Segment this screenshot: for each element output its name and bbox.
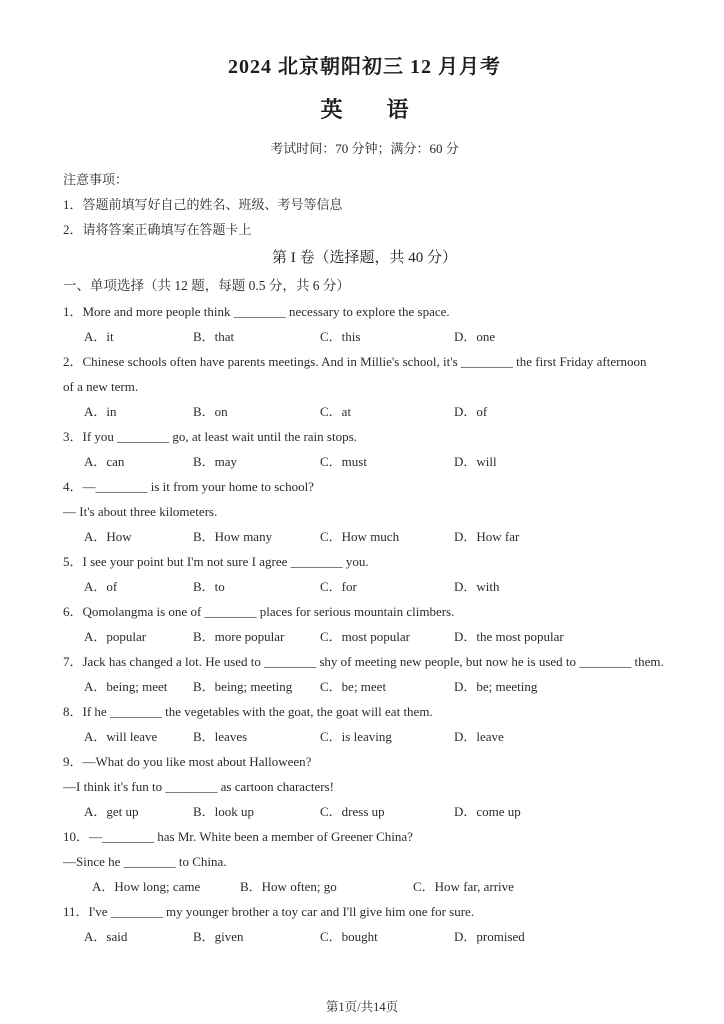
question-6-option-B: B．more popular xyxy=(193,629,285,644)
question-9-text-line: —I think it's fun to ________ as cartoon characters! xyxy=(63,779,334,794)
question-10-option-B: B．How often; go xyxy=(240,879,337,894)
question-8-text-line: 8．If he ________ the vegetables with the goat, the goat will eat them. xyxy=(63,704,433,719)
note-item-1: 1．答题前填写好自己的姓名、班级、考号等信息 xyxy=(63,197,343,212)
question-6-text-line: 6．Qomolangma is one of ________ places for serious mountain climbers. xyxy=(63,604,455,619)
question-7-option-A: A．being; meet xyxy=(84,679,168,694)
question-3-option-C: C．must xyxy=(320,454,367,469)
question-2-text-line: 2．Chinese schools often have parents meetings. And in Millie's school, it's ________ the first Friday afternoon xyxy=(63,354,647,369)
question-3-options-row xyxy=(63,449,666,474)
question-8-options-row xyxy=(63,724,666,749)
question-1-option-C: C．this xyxy=(320,329,361,344)
question-1-text-line: 1．More and more people think ________ necessary to explore the space. xyxy=(63,304,450,319)
question-5 xyxy=(63,549,666,599)
question-2-options-row xyxy=(63,399,666,424)
question-3-text-line: 3．If you ________ go, at least wait until the rain stops. xyxy=(63,429,357,444)
exam-subject: 英 语 xyxy=(320,97,409,122)
note-item-2: 2．请将答案正确填写在答题卡上 xyxy=(63,222,252,237)
question-2-option-D: D．of xyxy=(454,404,488,419)
question-3-option-A: A．can xyxy=(84,454,125,469)
question-4-option-C: C．How much xyxy=(320,529,400,544)
exam-info-line: 考试时间：70 分钟；满分：60 分 xyxy=(270,141,459,156)
question-1-option-D: D．one xyxy=(454,329,496,344)
question-6-option-C: C．most popular xyxy=(320,629,410,644)
question-9-option-D: D．come up xyxy=(454,804,521,819)
question-8 xyxy=(63,699,666,749)
question-10-option-C: C．How far, arrive xyxy=(413,879,514,894)
question-6-options-row xyxy=(63,624,666,649)
question-11-option-C: C．bought xyxy=(320,929,378,944)
question-8-option-C: C．is leaving xyxy=(320,729,392,744)
question-4 xyxy=(63,474,666,549)
question-5-option-D: D．with xyxy=(454,579,500,594)
question-9-option-A: A．get up xyxy=(84,804,139,819)
section-1-title: 第 I 卷（选择题，共 40 分） xyxy=(272,250,457,266)
question-10-options-row xyxy=(63,874,666,899)
question-5-option-B: B．to xyxy=(193,579,225,594)
question-10-option-A: A．How long; came xyxy=(92,879,201,894)
question-3-option-B: B．may xyxy=(193,454,238,469)
question-9-option-C: C．dress up xyxy=(320,804,385,819)
question-2 xyxy=(63,349,666,424)
question-5-option-C: C．for xyxy=(320,579,357,594)
question-11-option-A: A．said xyxy=(84,929,128,944)
question-4-option-A: A．How xyxy=(84,529,132,544)
question-6 xyxy=(63,599,666,649)
question-9-option-B: B．look up xyxy=(193,804,255,819)
question-1-option-B: B．that xyxy=(193,329,235,344)
question-10-text-line: —Since he ________ to China. xyxy=(63,854,227,869)
question-7 xyxy=(63,649,666,699)
question-7-option-C: C．be; meet xyxy=(320,679,387,694)
question-2-option-A: A．in xyxy=(84,404,117,419)
question-8-option-D: D．leave xyxy=(454,729,504,744)
question-7-option-B: B．being; meeting xyxy=(193,679,293,694)
question-3 xyxy=(63,424,666,474)
question-8-option-B: B．leaves xyxy=(193,729,248,744)
question-4-text-line: — It's about three kilometers. xyxy=(63,504,218,519)
question-1 xyxy=(63,299,666,349)
question-1-options-row xyxy=(63,324,666,349)
page-number-indicator: 第1页/共14页 xyxy=(325,1000,399,1014)
question-7-option-D: D．be; meeting xyxy=(454,679,538,694)
question-5-option-A: A．of xyxy=(84,579,118,594)
question-6-option-A: A．popular xyxy=(84,629,147,644)
question-4-option-D: D．How far xyxy=(454,529,520,544)
question-2-text-line: of a new term. xyxy=(63,379,139,394)
question-8-option-A: A．will leave xyxy=(84,729,158,744)
question-10 xyxy=(63,824,666,899)
question-9-options-row xyxy=(63,799,666,824)
notes-header: 注意事项： xyxy=(63,172,129,187)
question-6-option-D: D．the most popular xyxy=(454,629,564,644)
question-11-option-B: B．given xyxy=(193,929,244,944)
question-5-text-line: 5．I see your point but I'm not sure I agree ________ you. xyxy=(63,554,369,569)
question-2-option-C: C．at xyxy=(320,404,352,419)
question-11-option-D: D．promised xyxy=(454,929,525,944)
question-11-options-row xyxy=(63,924,666,949)
question-1-option-A: A．it xyxy=(84,329,114,344)
question-4-text-line: 4．—________ is it from your home to school? xyxy=(63,479,314,494)
question-9 xyxy=(63,749,666,824)
question-3-option-D: D．will xyxy=(454,454,497,469)
question-list xyxy=(63,299,666,949)
part-1-title: 一、单项选择（共 12 题，每题 0.5 分，共 6 分） xyxy=(63,278,350,293)
question-9-text-line: 9．—What do you like most about Halloween? xyxy=(63,754,312,769)
question-2-option-B: B．on xyxy=(193,404,228,419)
question-7-options-row xyxy=(63,674,666,699)
question-11-text-line: 11．I've ________ my younger brother a toy car and I'll give him one for sure. xyxy=(63,904,475,919)
question-5-options-row xyxy=(63,574,666,599)
question-4-options-row xyxy=(63,524,666,549)
question-10-text-line: 10．—________ has Mr. White been a member of Greener China? xyxy=(63,829,413,844)
question-11 xyxy=(63,899,666,949)
question-4-option-B: B．How many xyxy=(193,529,273,544)
exam-title: 2024 北京朝阳初三 12 月月考 xyxy=(228,56,501,78)
question-7-text-line: 7．Jack has changed a lot. He used to ________ shy of meeting new people, but now he is used to ________ them. xyxy=(63,654,664,669)
